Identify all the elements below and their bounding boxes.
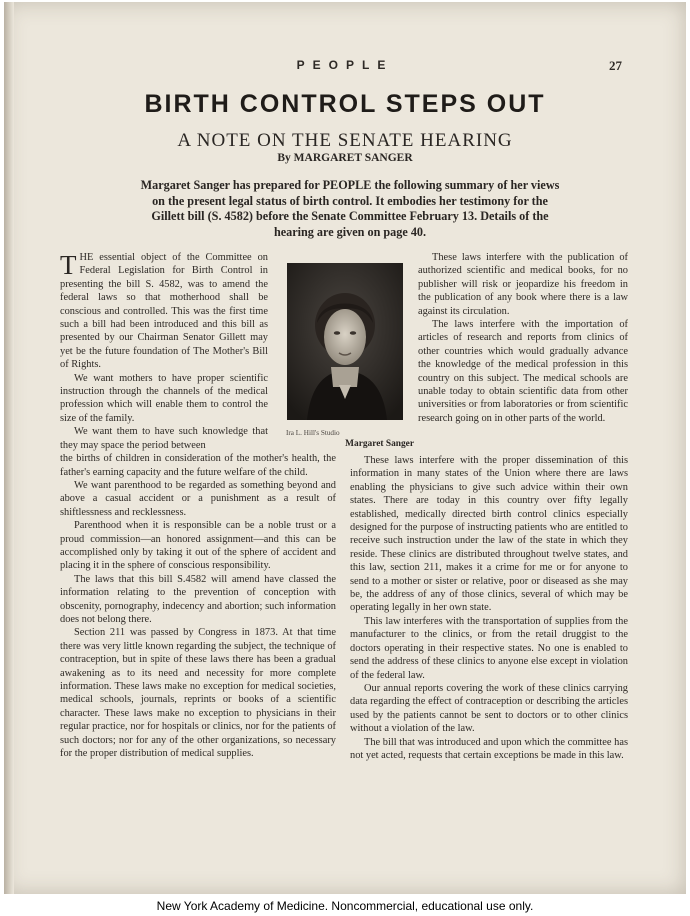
portrait-illustration (287, 263, 403, 420)
paragraph: THE essential object of the Committee on Federal Legislation for Birth Control in presenting the bill S. 4582, was to amend the federal laws so that motherhood shall be conscious and controlled. This was the first time such a bill had been introduced and this bill as presented by our Chairman Senator Gillett may yet be the future foundation of The Mother's Bill of Rights. (60, 250, 268, 371)
portrait-photo (287, 263, 403, 420)
paragraph: These laws interfere with the proper dissemination of this information in many states of the Union where there are laws enabling the physicians to give such advice within their own states. There are today in this country over fifty legally established, medically directed birth control clinics especially designed for the purpose of instructing patients who are entitled to receive such instruction under the law of the state in which they reside. These clinics are distributed throughout twelve states, and this law, section 211, makes it a crime for me or for anyone to send to a mother or sister or relative, poor or diseased as she may be, the address of any of those clinics, several of which may be operating legally in her own state. (350, 455, 628, 614)
archive-footer: New York Academy of Medicine. Noncommercial, educational use only. (156, 899, 534, 913)
paragraph: The laws interfere with the importation of articles of research and reports from clinics of other countries which would gradually advance the knowledge of the medical profession in this country on this subject. The medical schools are unable today to obtain scientific data from other universities or from laboratories or from scientific research going on in other parts of the world. (418, 319, 628, 424)
paragraph: the births of children in consideration of the mother's health, the father's earning capacity and the future welfare of the child. (60, 453, 336, 478)
article-byline: By MARGARET SANGER (277, 152, 413, 164)
drop-cap: T (60, 250, 77, 280)
section-header: PEOPLE (296, 58, 394, 72)
page-number: 27 (609, 58, 622, 73)
right-column-top (418, 251, 628, 425)
paragraph: Section 211 was passed by Congress in 1873. At that time there was very little known regarding the subject, the technique of contraception, but in spite of these laws there has been a gradual awakening as to its need and necessity for more complete information. These laws make no exception for medical societies, medical schools, journals, reprints or books of a scientific character. These laws make no exception to physicians in their regular practice, nor for hospitals or clinics, nor for the patients of such doctors; nor for any of the other organizations, so necessary for the proper distribution of medical supplies. (60, 627, 336, 760)
paragraph: Parenthood when it is responsible can be a noble trust or a proud commission—an honored assignment—and this can be accomplished only by taking it out of the sphere of accident and placing it in the sphere of conscious responsibility. (60, 520, 336, 572)
article-title: BIRTH CONTROL STEPS OUT (144, 90, 546, 118)
right-column (350, 454, 628, 762)
paragraph: We want parenthood to be regarded as something beyond and above a casual accident or a punishment as a result of shiftlessness and recklessness. (60, 479, 336, 518)
paragraph: The laws that this bill S.4582 will amend have classed the information relating to the prevention of conception with obscenity, pornography, indecency and abortion; such information does not belong there. (60, 573, 336, 625)
paragraph: This law interferes with the transportation of supplies from the manufacturer to the clinics, or from the retail druggist to the doctors operating in their respective states. No one is enabled to send the address of these clinics to anyone else except in violation of the federal law. (350, 615, 628, 681)
photo-credit: Ira L. Hill's Studio (286, 429, 340, 437)
photo-caption: Margaret Sanger (345, 439, 414, 449)
paragraph: Our annual reports covering the work of these clinics carrying data regarding the effect of contraception or describing the articles used by the patients cannot be sent to doctors or to other clinics without a violation of the law. (350, 682, 628, 735)
paragraph: We want them to have such knowledge that they may space the period between (60, 426, 268, 451)
article-subtitle: A NOTE ON THE SENATE HEARING (177, 130, 513, 151)
magazine-page (4, 2, 686, 894)
paragraph: These laws interfere with the publication of authorized scientific and medical books, for no publisher will risk or jeopardize his freedom in the publication of any book where there is a law against its circulation. (418, 252, 628, 317)
paragraph: The bill that was introduced and upon which the committee has not yet acted, requests that certain exceptions be made in this law. (350, 736, 628, 761)
paragraph: We want mothers to have proper scientific instruction through the channels of the medical profession which will enable them to control the size of the family. (60, 372, 268, 424)
article-intro: Margaret Sanger has prepared for PEOPLE the following summary of her views on the present legal status of birth control. It embodies her testimony for the Gillett bill (S. 4582) before the Senate Committee February 13. Details of the hearing are given on page 40. (140, 178, 560, 239)
left-column-top (60, 251, 268, 452)
